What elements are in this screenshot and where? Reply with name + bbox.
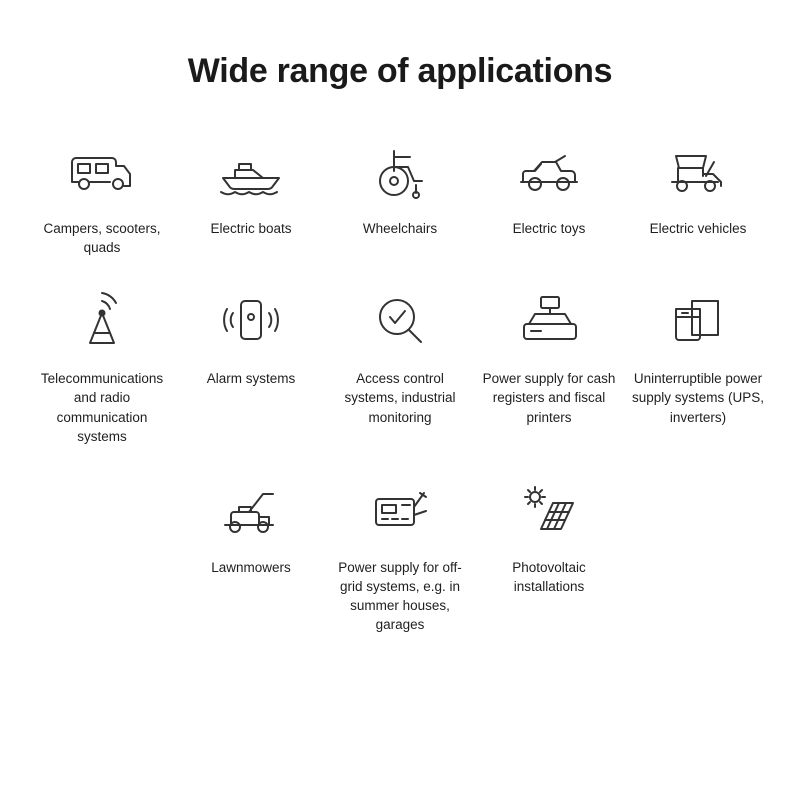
toy-car-icon xyxy=(513,135,585,209)
radio-antenna-icon xyxy=(66,285,138,359)
application-item-cash-registers xyxy=(475,285,624,426)
cash-register-icon xyxy=(513,285,585,359)
camper-van-icon xyxy=(66,135,138,209)
application-item-label: Telecommunications and radio communication systems xyxy=(40,371,164,444)
application-item-telecommunications xyxy=(28,285,177,446)
application-item-label: Power supply for cash registers and fiscal printers xyxy=(482,371,616,425)
application-item-label: Lawnmowers xyxy=(211,559,291,575)
applications-grid xyxy=(0,135,800,635)
application-item-campers xyxy=(28,135,177,257)
wheelchair-icon xyxy=(364,135,436,209)
application-item-offgrid-power xyxy=(326,474,475,635)
application-item-ups xyxy=(624,285,773,426)
page-title: Wide range of applications xyxy=(187,52,613,90)
application-item-label: Alarm systems xyxy=(206,371,296,387)
application-item-electric-boats xyxy=(177,135,326,238)
application-item-electric-toys xyxy=(475,135,624,238)
application-item-label: Wheelchairs xyxy=(362,221,438,236)
applications-row xyxy=(14,135,786,257)
application-item-lawnmowers xyxy=(177,474,326,577)
golf-cart-icon xyxy=(662,135,734,209)
applications-row xyxy=(14,474,786,635)
application-item-label: Electric boats xyxy=(210,221,292,236)
application-item-alarm-systems xyxy=(177,285,326,388)
motorboat-icon xyxy=(215,135,287,209)
application-item-label: Electric vehicles xyxy=(649,221,747,236)
application-item-electric-vehicles xyxy=(624,135,773,238)
applications-row xyxy=(14,285,786,446)
generator-icon xyxy=(364,474,436,548)
solar-panel-icon xyxy=(513,474,585,548)
application-item-access-control xyxy=(326,285,475,426)
magnifier-check-icon xyxy=(364,285,436,359)
lawnmower-icon xyxy=(215,474,287,548)
ups-device-icon xyxy=(662,285,734,359)
application-item-label: Campers, scooters, quads xyxy=(43,221,161,256)
application-item-label: Photovoltaic installations xyxy=(512,559,586,595)
application-item-label: Power supply for off-grid systems, e.g. in summer houses, garages xyxy=(338,559,462,633)
application-item-wheelchairs xyxy=(326,135,475,238)
alarm-sensor-icon xyxy=(215,285,287,359)
application-item-label: Uninterruptible power supply systems (UPS, inverters) xyxy=(631,371,765,425)
application-item-label: Electric toys xyxy=(512,221,586,236)
application-item-photovoltaic xyxy=(475,474,624,596)
application-item-label: Access control systems, industrial monitoring xyxy=(344,371,456,425)
